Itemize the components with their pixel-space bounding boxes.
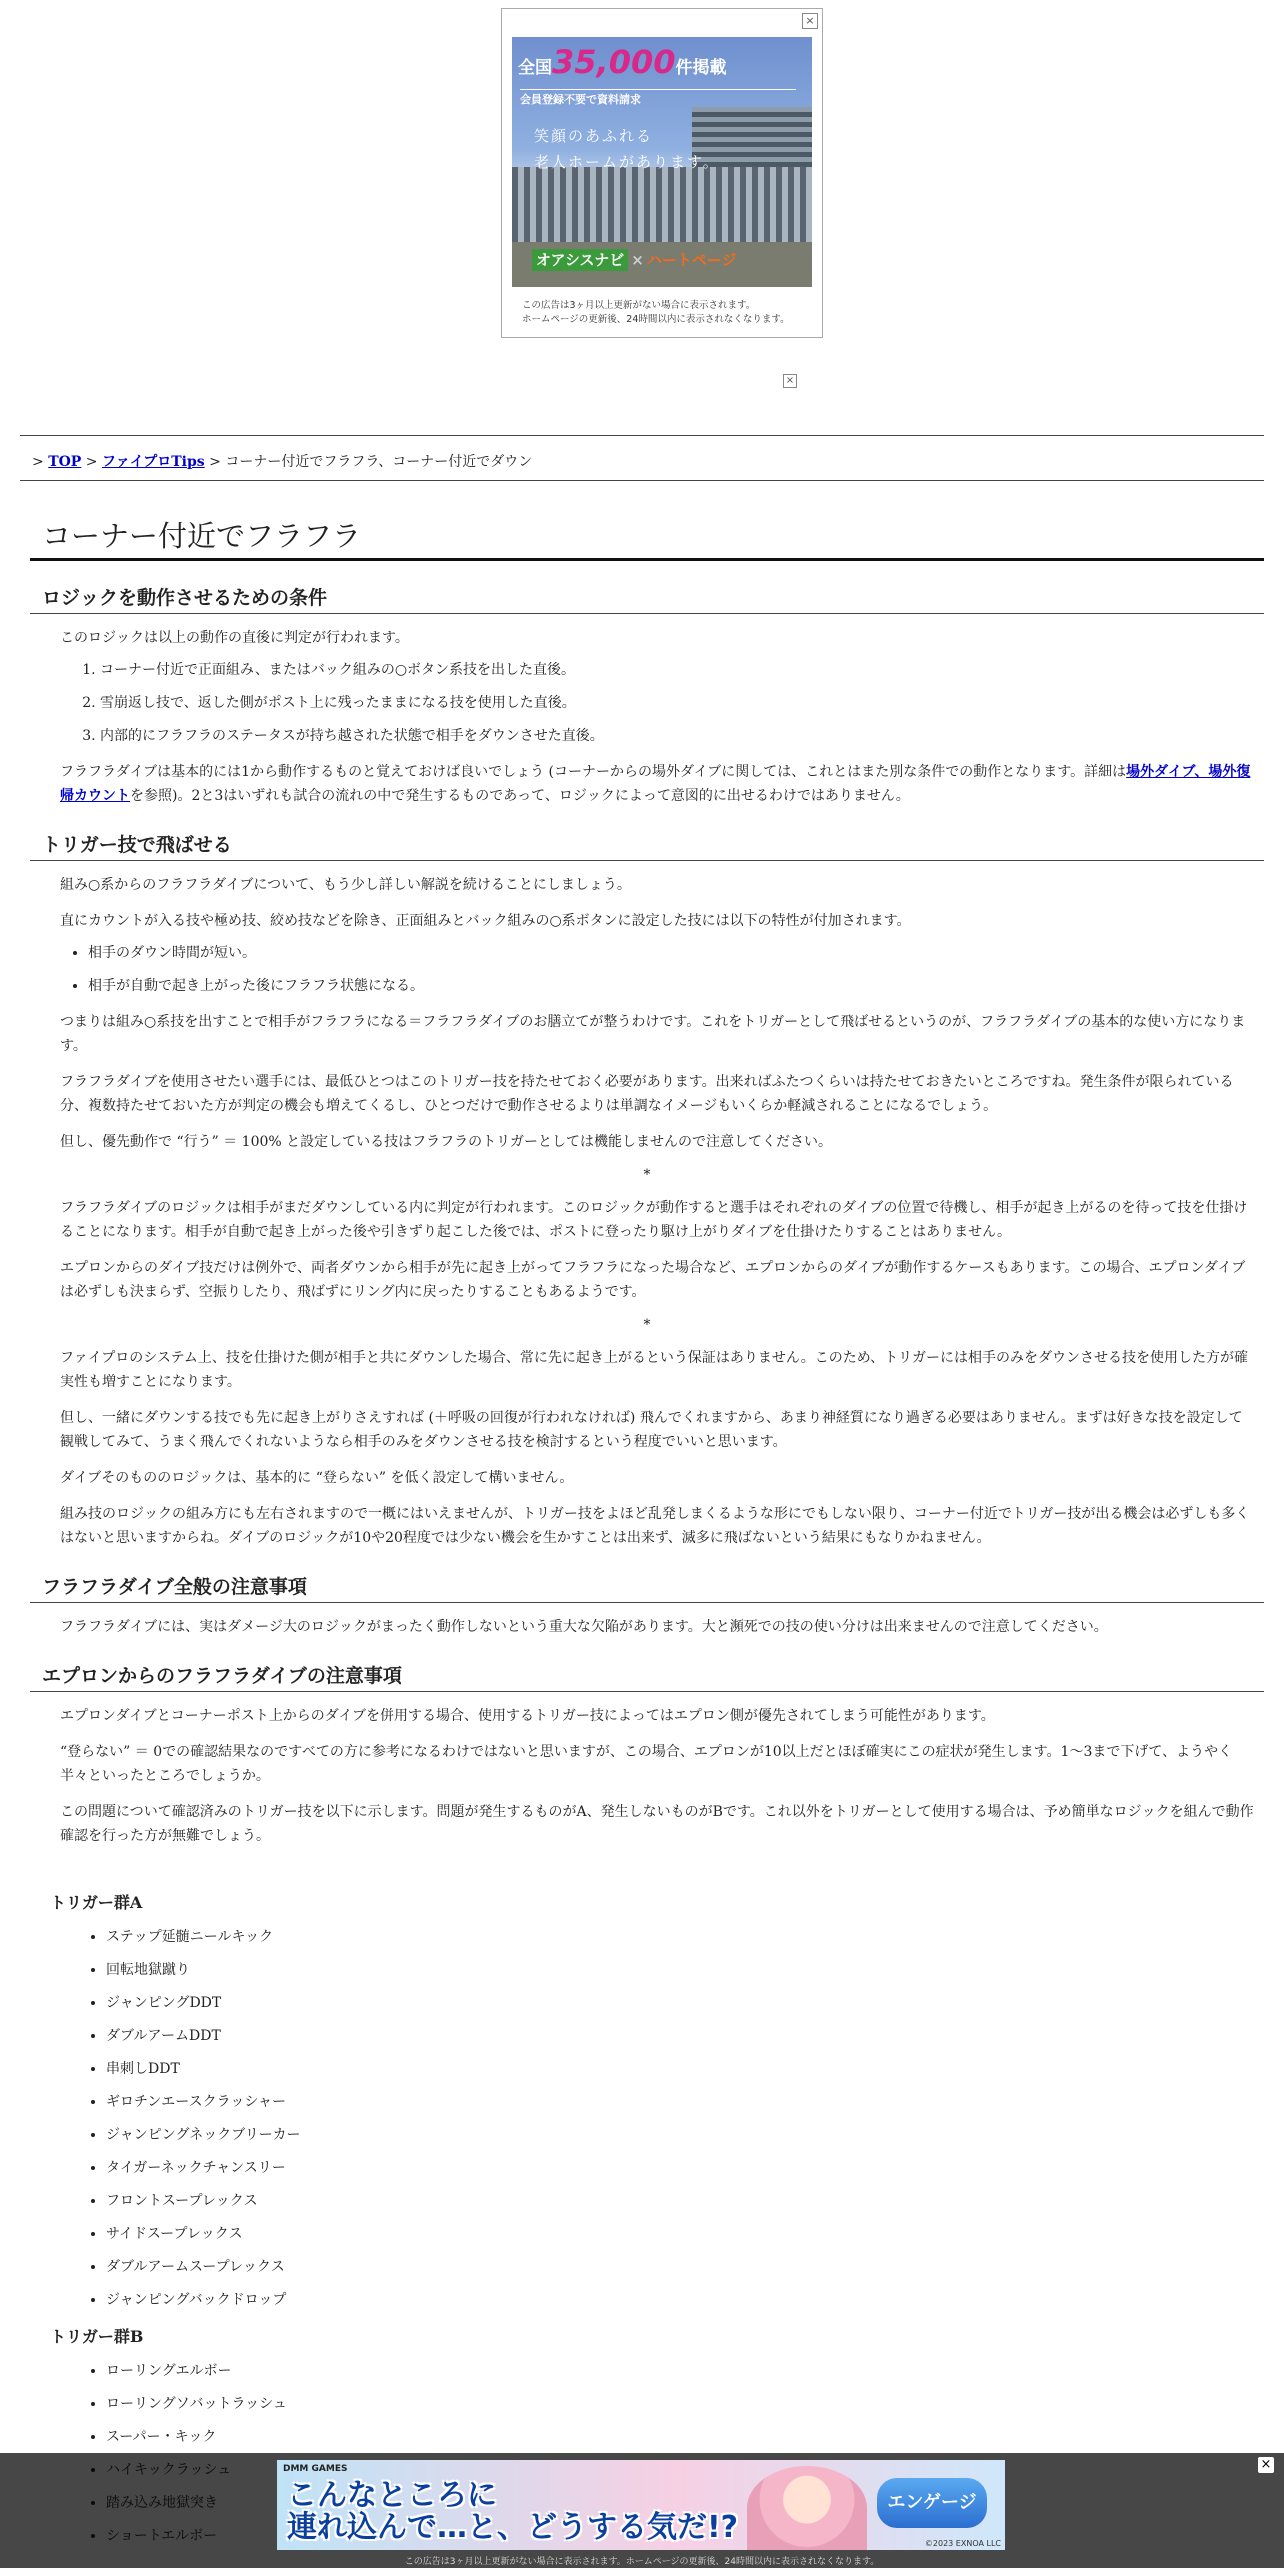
ad-logo-brand-2: ハートページ xyxy=(646,251,737,269)
bottom-ad-notice: この広告は3ヶ月以上更新がない場合に表示されます。ホームページの更新後、24時間以内に表示されなくなります。 xyxy=(404,2557,880,2567)
ad-notice-line-2: ホームページの更新後、24時間以内に表示されなくなります。 xyxy=(522,314,790,325)
paragraph: 直にカウントが入る技や極め技、絞め技などを除き、正面組みとバック組みの○系ボタンに設定した技には以下の特性が付加されます。 xyxy=(60,913,911,929)
trigger-group-b-heading: トリガー群B xyxy=(50,2327,144,2346)
ad-headline-number: 35,000 xyxy=(552,43,676,81)
paragraph: つまりは組み○系技を出すことで相手がフラフラになる＝フラフラダイブのお膳立てが整うわけです。これをトリガーとして飛ばせるというのが、フラフラダイブの基本的な使い方になります。 xyxy=(60,1014,1246,1054)
bottom-ad-catch-line-1: こんなところに xyxy=(287,2478,497,2513)
paragraph: 組み技のロジックの組み方にも左右されますので一概にはいえませんが、トリガー技をよほど乱発しまくるような形にでもしない限り、コーナー付近でトリガー技が出る機会は必ずしも多くはないと思いますからね。ダイブのロジックが10や20程度では少ない機会を生かすことは出来ず、滅多に飛ばないという結果にもなりかねません。 xyxy=(60,1506,1250,1546)
list-item: • ステップ延髄ニールキック xyxy=(106,1927,1264,1947)
bottom-ad-catchcopy xyxy=(287,2480,738,2544)
breadcrumb-bottom-rule xyxy=(20,480,1264,481)
trigger-group-a-list xyxy=(60,1927,1264,2310)
breadcrumb xyxy=(32,451,532,471)
list-item: • ダブルアームスープレックス xyxy=(106,2257,1264,2277)
section-heading: ロジックを動作させるための条件 xyxy=(42,587,328,609)
page-title: コーナー付近でフラフラ xyxy=(42,519,362,553)
ad-divider xyxy=(520,89,796,90)
list-item: • ジャンピングバックドロップ xyxy=(106,2290,1264,2310)
list-item: • ダブルアームDDT xyxy=(106,2026,1264,2046)
section-heading: エプロンからのフラフラダイブの注意事項 xyxy=(42,1665,402,1687)
list-item: • スーパー・キック xyxy=(106,2427,1264,2447)
trigger-group-a-heading: トリガー群A xyxy=(50,1893,143,1912)
paragraph: フラフラダイブには、実はダメージ大のロジックがまったく動作しないという重大な欠陥があります。大と瀕死での技の使い分けは出来ませんので注意してください。 xyxy=(60,1619,1108,1635)
ad-subline: 会員登録不要で資料請求 xyxy=(520,93,641,106)
list-item: 3. 内部的にフラフラのステータスが持ち越された状態で相手をダウンさせた直後。 xyxy=(100,724,1264,748)
trait-list xyxy=(60,941,1264,998)
paragraph: 組み○系からのフラフラダイブについて、もう少し詳しい解説を続けることにしましょう。 xyxy=(60,877,631,893)
bottom-ad-character-image xyxy=(747,2466,867,2550)
list-item: • サイドスープレックス xyxy=(106,2224,1264,2244)
separator-star: * xyxy=(643,1317,651,1333)
ad-banner-image[interactable] xyxy=(512,37,812,287)
list-item: 2. 雪崩返し技で、返した側がポスト上に残ったままになる技を使用した直後。 xyxy=(100,691,1264,715)
list-item: • 串刺しDDT xyxy=(106,2059,1264,2079)
ad-headline xyxy=(518,43,726,81)
ad-logo xyxy=(532,249,740,275)
section-heading: トリガー技で飛ばせる xyxy=(42,834,232,856)
list-item: • ギロチンエースクラッシャー xyxy=(106,2092,1264,2112)
bottom-ad-close-icon[interactable]: × xyxy=(1258,2457,1274,2473)
ring-out-dive-link[interactable]: 場外ダイブ、場外復帰カウント xyxy=(60,764,1251,804)
breadcrumb-top-rule xyxy=(20,435,1264,436)
breadcrumb-top-link[interactable]: TOP xyxy=(48,454,82,470)
ad-close-icon[interactable]: × xyxy=(802,13,818,29)
paragraph xyxy=(60,760,1255,808)
separator-star: * xyxy=(643,1167,651,1183)
ad-headline-prefix: 全国 xyxy=(518,58,552,78)
bottom-ad-brand: DMM GAMES xyxy=(283,2464,348,2474)
paragraph: フラフラダイブのロジックは相手がまだダウンしている内に判定が行われます。このロジックが動作すると選手はそれぞれのダイブの位置で待機し、相手が起き上がるのを待って技を仕掛けることになります。相手が自動で起き上がった後や引きずり起こした後では、ポストに登ったり駆け上がりダイブを仕掛けたりすることはありません。 xyxy=(60,1200,1248,1240)
list-item: • ローリングエルボー xyxy=(106,2361,1264,2381)
paragraph: 但し、一緒にダウンする技でも先に起き上がりさえすれば (＋呼吸の回復が行われなければ) 飛んでくれますから、あまり神経質になり過ぎる必要はありません。まずは好きな技を設定して観戦してみて、うまく飛んでくれないようなら相手のみをダウンさせる技を検討するという程度でいいと思います。 xyxy=(60,1410,1243,1450)
small-close-icon[interactable]: × xyxy=(783,374,797,388)
paragraph: この問題について確認済みのトリガー技を以下に示します。問題が発生するものがA、発生しないものがBです。これ以外をトリガーとして使用する場合は、予め簡単なロジックを組んで動作確認を行った方が無難でしょう。 xyxy=(60,1804,1254,1844)
list-item: • ジャンピングDDT xyxy=(106,1993,1264,2013)
title-rule xyxy=(30,558,1264,561)
breadcrumb-sep: > xyxy=(85,454,98,470)
condition-list xyxy=(60,658,1264,748)
ad-tagline-2: 老人ホームがあります。 xyxy=(534,153,720,171)
heading-rule xyxy=(30,1602,1264,1603)
paragraph: “登らない” ＝ 0での確認結果なのですべての方に参考になるわけではないと思いますが、この場合、エプロンが10以上だとほぼ確実にこの症状が発生します。1～3まで下げて、ようやく半々といったところでしょうか。 xyxy=(60,1744,1233,1784)
list-item: • 相手のダウン時間が短い。 xyxy=(88,941,1264,965)
list-item: • ローリングソバットラッシュ xyxy=(106,2394,1264,2414)
article xyxy=(30,500,1264,2559)
breadcrumb-tips-link[interactable]: ファイプロTips xyxy=(101,454,205,470)
section-heading: フラフラダイブ全般の注意事項 xyxy=(42,1576,307,1598)
paragraph: エプロンからのダイブ技だけは例外で、両者ダウンから相手が先に起き上がってフラフラになった場合など、エプロンからのダイブが動作するケースもあります。この場合、エプロンダイブは必ずしも決まらず、空振りしたり、飛ばずにリング内に戻ったりすることもあるようです。 xyxy=(60,1260,1246,1300)
list-item: • フロントスープレックス xyxy=(106,2191,1264,2211)
ad-logo-cross: × xyxy=(631,251,644,269)
list-item: 1. コーナー付近で正面組み、またはバック組みの○ボタン系技を出した直後。 xyxy=(100,658,1264,682)
paragraph: フラフラダイブを使用させたい選手には、最低ひとつはこのトリガー技を持たせておく必要があります。出来ればふたつくらいは持たせておきたいところですね。発生条件が限られている分、複数持たせておいた方が判定の機会も増えてくるし、ひとつだけで動作させるよりは単調なイメージもいくらか軽減されることになるでしょう。 xyxy=(60,1074,1234,1114)
heading-rule xyxy=(30,613,1264,614)
bottom-ad-copyright: ©2023 EXNOA LLC xyxy=(924,2539,1001,2548)
bottom-ad-game-logo: エンゲージ xyxy=(877,2478,987,2528)
ad-headline-suffix: 件掲載 xyxy=(675,58,727,78)
ad-tagline-1: 笑顔のあふれる xyxy=(534,127,654,145)
paragraph: 但し、優先動作で “行う” ＝ 100% と設定している技はフラフラのトリガーとしては機能しませんので注意してください。 xyxy=(60,1134,832,1150)
paragraph: このロジックは以上の動作の直後に判定が行われます。 xyxy=(60,630,409,646)
note-text: フラフラダイブは基本的には1から動作するものと覚えておけば良いでしょう (コーナーからの場外ダイブに関しては、これとはまた別な条件での動作となります。詳細は xyxy=(60,764,1127,780)
heading-rule xyxy=(30,1691,1264,1692)
breadcrumb-current: コーナー付近でフラフラ、コーナー付近でダウン xyxy=(225,454,533,470)
bottom-ad-catch-line-2: 連れ込んで…と、どうする気だ!? xyxy=(287,2510,739,2545)
heading-rule xyxy=(30,860,1264,861)
breadcrumb-sep: > xyxy=(32,454,44,470)
list-item: • 回転地獄蹴り xyxy=(106,1960,1264,1980)
ad-notice xyxy=(522,299,790,327)
paragraph: ダイブそのもののロジックは、基本的に “登らない” を低く設定して構いません。 xyxy=(60,1470,574,1486)
list-item: • タイガーネックチャンスリー xyxy=(106,2158,1264,2178)
list-item: • 相手が自動で起き上がった後にフラフラ状態になる。 xyxy=(88,974,1264,998)
ad-logo-brand-1: オアシスナビ xyxy=(532,249,628,271)
breadcrumb-sep: > xyxy=(209,454,221,470)
paragraph: エプロンダイブとコーナーポスト上からのダイブを併用する場合、使用するトリガー技によってはエプロン側が優先されてしまう可能性があります。 xyxy=(60,1708,995,1724)
note-text: を参照)。2と3はいずれも試合の流れの中で発生するものであって、ロジックによって意図的に出せるわけではありません。 xyxy=(130,788,910,804)
bottom-ad-banner[interactable] xyxy=(277,2460,1005,2550)
paragraph: ファイプロのシステム上、技を仕掛けた側が相手と共にダウンした場合、常に先に起き上がるという保証はありません。このため、トリガーには相手のみをダウンさせる技を使用した方が確実性も増すことになります。 xyxy=(60,1350,1249,1390)
top-advertisement[interactable] xyxy=(501,8,823,338)
list-item: • ジャンピングネックブリーカー xyxy=(106,2125,1264,2145)
ad-notice-line-1: この広告は3ヶ月以上更新がない場合に表示されます。 xyxy=(522,300,756,311)
bottom-ad-overlay xyxy=(0,2453,1284,2568)
